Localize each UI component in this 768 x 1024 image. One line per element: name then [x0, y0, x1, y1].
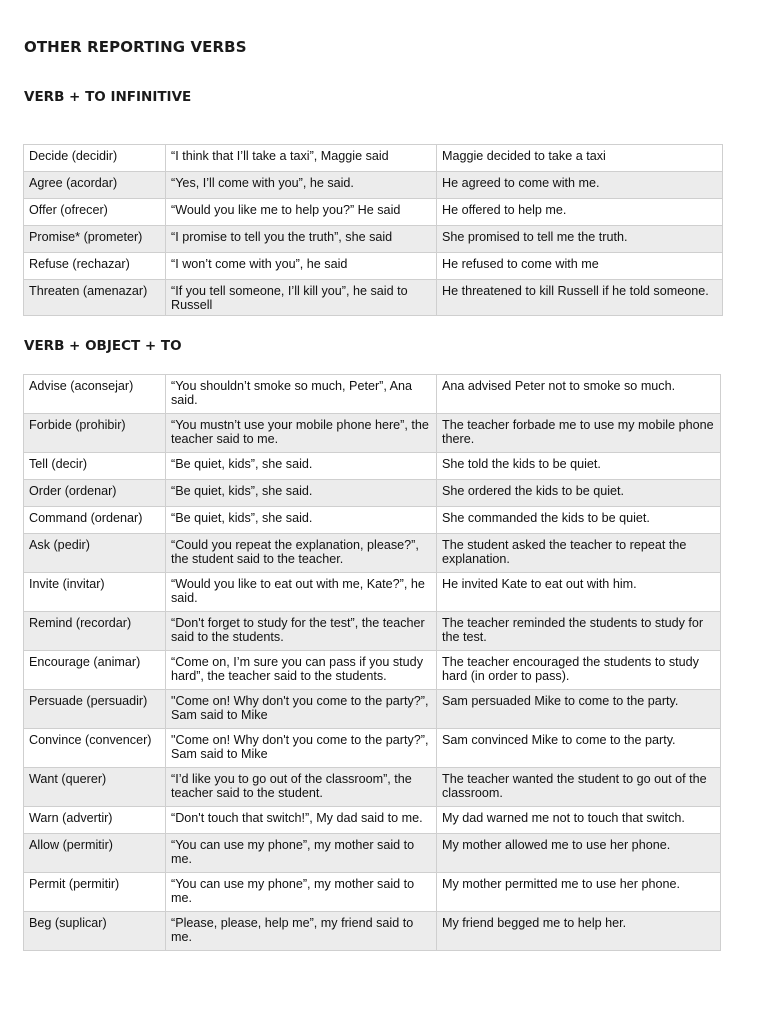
table-body: [24, 145, 723, 316]
table-row: [24, 651, 721, 690]
verb-cell: Refuse (rechazar): [24, 253, 166, 280]
verb-to-infinitive-table: [23, 144, 723, 316]
reported-speech-cell: He agreed to come with me.: [437, 172, 723, 199]
direct-speech-cell: “Be quiet, kids”, she said.: [166, 480, 437, 507]
reported-speech-cell: The teacher forbade me to use my mobile phone there.: [437, 414, 721, 453]
direct-speech-cell: “Don't touch that switch!”, My dad said to me.: [166, 807, 437, 834]
verb-cell: Convince (convencer): [24, 729, 166, 768]
table-row: [24, 768, 721, 807]
table-row: [24, 573, 721, 612]
table-row: [24, 912, 721, 951]
reported-speech-cell: She ordered the kids to be quiet.: [437, 480, 721, 507]
verb-cell: Ask (pedir): [24, 534, 166, 573]
direct-speech-cell: “Would you like me to help you?” He said: [166, 199, 437, 226]
reported-speech-cell: My friend begged me to help her.: [437, 912, 721, 951]
table-row: [24, 612, 721, 651]
reported-speech-cell: My mother permitted me to use her phone.: [437, 873, 721, 912]
reported-speech-cell: My dad warned me not to touch that switch.: [437, 807, 721, 834]
verb-cell: Offer (ofrecer): [24, 199, 166, 226]
verb-cell: Advise (aconsejar): [24, 375, 166, 414]
table-row: [24, 873, 721, 912]
table-row: [24, 480, 721, 507]
table-row: [24, 834, 721, 873]
reported-speech-cell: Maggie decided to take a taxi: [437, 145, 723, 172]
direct-speech-cell: “If you tell someone, I’ll kill you”, he said to Russell: [166, 280, 437, 316]
direct-speech-cell: “You can use my phone”, my mother said to me.: [166, 873, 437, 912]
reported-speech-cell: She commanded the kids to be quiet.: [437, 507, 721, 534]
direct-speech-cell: “You can use my phone”, my mother said to me.: [166, 834, 437, 873]
verb-cell: Persuade (persuadir): [24, 690, 166, 729]
table-row: [24, 280, 723, 316]
direct-speech-cell: “I think that I’ll take a taxi”, Maggie said: [166, 145, 437, 172]
reported-speech-cell: The teacher wanted the student to go out of the classroom.: [437, 768, 721, 807]
reported-speech-cell: She told the kids to be quiet.: [437, 453, 721, 480]
reported-speech-cell: My mother allowed me to use her phone.: [437, 834, 721, 873]
verb-cell: Remind (recordar): [24, 612, 166, 651]
reported-speech-cell: He threatened to kill Russell if he told someone.: [437, 280, 723, 316]
direct-speech-cell: “Don't forget to study for the test”, the teacher said to the students.: [166, 612, 437, 651]
reported-speech-cell: He invited Kate to eat out with him.: [437, 573, 721, 612]
section-heading-verb-object-to: VERB + OBJECT + TO: [24, 338, 182, 354]
table-row: [24, 534, 721, 573]
direct-speech-cell: “Could you repeat the explanation, please?”, the student said to the teacher.: [166, 534, 437, 573]
direct-speech-cell: “You shouldn’t smoke so much, Peter”, Ana said.: [166, 375, 437, 414]
direct-speech-cell: “Come on, I’m sure you can pass if you study hard”, the teacher said to the students.: [166, 651, 437, 690]
reported-speech-cell: The teacher reminded the students to study for the test.: [437, 612, 721, 651]
verb-cell: Decide (decidir): [24, 145, 166, 172]
reported-speech-cell: He offered to help me.: [437, 199, 723, 226]
verb-cell: Agree (acordar): [24, 172, 166, 199]
reported-speech-cell: Sam persuaded Mike to come to the party.: [437, 690, 721, 729]
reported-speech-cell: The student asked the teacher to repeat the explanation.: [437, 534, 721, 573]
table-row: [24, 226, 723, 253]
table-row: [24, 253, 723, 280]
table-row: [24, 507, 721, 534]
section-heading-verb-to-infinitive: VERB + TO INFINITIVE: [24, 89, 192, 105]
reported-speech-cell: The teacher encouraged the students to study hard (in order to pass).: [437, 651, 721, 690]
verb-cell: Threaten (amenazar): [24, 280, 166, 316]
table-row: [24, 172, 723, 199]
verb-cell: Command (ordenar): [24, 507, 166, 534]
verb-cell: Forbide (prohibir): [24, 414, 166, 453]
direct-speech-cell: “Be quiet, kids”, she said.: [166, 453, 437, 480]
direct-speech-cell: “I’d like you to go out of the classroom”, the teacher said to the student.: [166, 768, 437, 807]
table-row: [24, 690, 721, 729]
verb-cell: Order (ordenar): [24, 480, 166, 507]
verb-cell: Invite (invitar): [24, 573, 166, 612]
verb-cell: Permit (permitir): [24, 873, 166, 912]
table-body: [24, 375, 721, 951]
table-row: [24, 375, 721, 414]
table-row: [24, 807, 721, 834]
direct-speech-cell: "Come on! Why don't you come to the party?”, Sam said to Mike: [166, 690, 437, 729]
reported-speech-cell: Sam convinced Mike to come to the party.: [437, 729, 721, 768]
reported-speech-cell: She promised to tell me the truth.: [437, 226, 723, 253]
direct-speech-cell: “Would you like to eat out with me, Kate?”, he said.: [166, 573, 437, 612]
reported-speech-cell: Ana advised Peter not to smoke so much.: [437, 375, 721, 414]
verb-cell: Allow (permitir): [24, 834, 166, 873]
verb-cell: Promise* (prometer): [24, 226, 166, 253]
table-row: [24, 414, 721, 453]
table-row: [24, 453, 721, 480]
page-title: OTHER REPORTING VERBS: [24, 38, 247, 56]
direct-speech-cell: "Come on! Why don't you come to the party?”, Sam said to Mike: [166, 729, 437, 768]
table-row: [24, 145, 723, 172]
verb-object-to-table: [23, 374, 721, 951]
verb-cell: Tell (decir): [24, 453, 166, 480]
verb-cell: Beg (suplicar): [24, 912, 166, 951]
verb-cell: Encourage (animar): [24, 651, 166, 690]
direct-speech-cell: “I promise to tell you the truth”, she said: [166, 226, 437, 253]
direct-speech-cell: “Please, please, help me”, my friend said to me.: [166, 912, 437, 951]
direct-speech-cell: “Be quiet, kids”, she said.: [166, 507, 437, 534]
direct-speech-cell: “You mustn’t use your mobile phone here”, the teacher said to me.: [166, 414, 437, 453]
direct-speech-cell: “I won’t come with you”, he said: [166, 253, 437, 280]
direct-speech-cell: “Yes, I’ll come with you”, he said.: [166, 172, 437, 199]
verb-cell: Warn (advertir): [24, 807, 166, 834]
table-row: [24, 199, 723, 226]
verb-cell: Want (querer): [24, 768, 166, 807]
reported-speech-cell: He refused to come with me: [437, 253, 723, 280]
table-row: [24, 729, 721, 768]
